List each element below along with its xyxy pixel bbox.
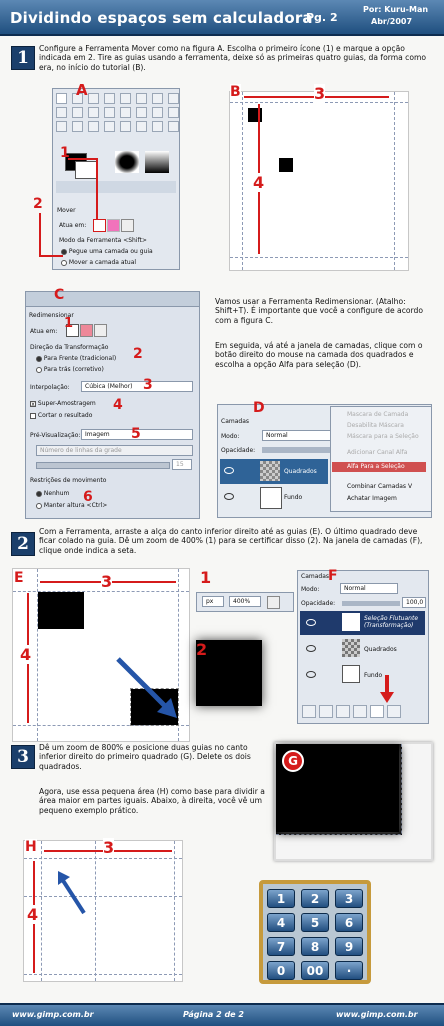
move-option-1-label: Pegue uma camada ou guia: [68, 248, 153, 255]
grid-slider[interactable]: [36, 462, 170, 469]
context-menu: [330, 406, 432, 512]
eye-icon[interactable]: [224, 493, 234, 500]
menu-item[interactable]: Mascara de Camada: [347, 411, 409, 418]
page-title: Dividindo espaços sem calculadora: [10, 9, 313, 27]
footer-banner: [0, 1003, 444, 1026]
anchor-layer-button[interactable]: [370, 705, 384, 718]
direction-backward[interactable]: [36, 366, 104, 373]
layers-f-mode-select[interactable]: Normal: [340, 583, 398, 594]
keypad-key[interactable]: 4: [267, 913, 295, 932]
layers-d-mode-label: Modo:: [221, 433, 240, 440]
step-number-3: 3: [11, 745, 35, 769]
figure-g-badge: G: [282, 750, 304, 772]
dodge-icon[interactable]: [88, 121, 99, 132]
keypad-key[interactable]: 00: [301, 961, 329, 980]
lower-layer-button[interactable]: [336, 705, 350, 718]
marker-2-fig-c: 2: [133, 346, 143, 362]
marker-2-fig-a: 2: [33, 196, 43, 212]
navigate-icon[interactable]: [267, 596, 280, 609]
color-select-icon[interactable]: [136, 93, 147, 104]
tool-icon-grid: [56, 93, 176, 132]
figure-e-canvas: [12, 568, 190, 742]
footer-page: Página 2 de 2: [183, 1010, 244, 1019]
fuzzy-select-icon[interactable]: [120, 93, 131, 104]
layers-d-opacity-label: Opacidade:: [221, 447, 256, 454]
resize-title: Redimensionar: [29, 312, 74, 319]
figure-h-canvas: [23, 840, 183, 982]
marker-5-fig-c: 5: [131, 426, 141, 442]
eye-icon[interactable]: [306, 645, 316, 652]
direction-backward-label: Para trás (corretivo): [43, 366, 104, 373]
guide-horizontal-bottom: [13, 725, 189, 726]
guide-horizontal-bottom: [230, 257, 408, 258]
marker-4-fig-c: 4: [113, 397, 123, 413]
header-banner: [0, 0, 444, 36]
layer-name-quadrados: Quadrados: [284, 468, 317, 475]
marker-1-zoom: 1: [200, 568, 212, 587]
scissors-icon[interactable]: [152, 93, 163, 104]
resize-affect-label: Atua em:: [30, 328, 58, 335]
keypad-key[interactable]: 1: [267, 889, 295, 908]
measure-icon[interactable]: [152, 121, 163, 132]
brush-preview: [115, 151, 139, 173]
guide-horizontal-middle: [24, 896, 182, 897]
step-3-extra-text: Agora, use essa pequena área (H) como base para dividir a área maior em partes iguais. Abaixo, à direita, você vê um pequeno exemplo prático.: [39, 787, 265, 815]
guide-vertical-middle: [95, 841, 96, 981]
layer-thumb-quadrados: [260, 461, 280, 481]
move-option-1[interactable]: [61, 248, 153, 255]
blur-icon[interactable]: [104, 121, 115, 132]
eye-icon[interactable]: [306, 671, 316, 678]
menu-item[interactable]: Adicionar Canal Alfa: [347, 449, 408, 456]
red-callout-line-2: [39, 213, 63, 257]
paths-icon[interactable]: [168, 93, 179, 104]
marker-4-fig-e: 4: [20, 645, 32, 664]
clip-label: Cortar o resultado: [37, 412, 93, 419]
blend-icon[interactable]: [72, 121, 83, 132]
move-option-2[interactable]: [61, 259, 136, 266]
unit-select[interactable]: px: [202, 596, 224, 607]
layer-name-floating: Seleção Flutuante (Transformação): [364, 615, 419, 629]
layer-thumb-fundo: [342, 665, 360, 683]
layer-thumb-floating: [342, 613, 360, 631]
marker-1-fig-a: 1: [60, 145, 70, 161]
blue-arrow-icon: [54, 869, 94, 919]
menu-item[interactable]: Máscara para a Seleção: [347, 433, 419, 440]
figure-d-layers: [217, 404, 432, 518]
resize-selection-button[interactable]: [80, 324, 93, 337]
menu-item[interactable]: Achatar Imagem: [347, 495, 397, 502]
marker-4-fig-h: 4: [27, 905, 39, 924]
marker-1-fig-c: 1: [64, 316, 74, 331]
keypad-key[interactable]: 9: [335, 937, 363, 956]
text-icon[interactable]: [168, 121, 179, 132]
footer-right-url[interactable]: www.gimp.com.br: [336, 1010, 418, 1019]
step-text-2: Com a Ferramenta, arraste a alça do canto inferior direito até as guias (E). O último quadrado deve ficar colado na guia. Dê um zoom de 400% (1) para se certificar disso (2). Na janela de camadas (F), clique onde indica a seta.: [39, 527, 423, 555]
marker-6-fig-c: 6: [83, 489, 93, 505]
zoom-select[interactable]: 400%: [229, 596, 261, 607]
interpolation-select[interactable]: Cúbica (Melhor): [81, 381, 193, 392]
figure-b-label: B: [230, 84, 241, 100]
layer-thumb-quadrados: [342, 639, 360, 657]
square-corner-white-bottom: [276, 835, 431, 859]
layer-name-fundo: Fundo: [364, 672, 383, 679]
zoom-icon[interactable]: [136, 121, 147, 132]
marker-2-zoom: 2: [196, 640, 208, 659]
layer-thumb-fundo: [260, 487, 282, 509]
free-select-icon[interactable]: [104, 93, 115, 104]
constraint-keep-height[interactable]: [36, 502, 107, 509]
figure-f-layers: [297, 570, 429, 724]
layers-f-title: Camadas: [301, 573, 329, 580]
figure-a-label: A: [76, 81, 88, 99]
direction-forward-label: Para Frente (tradicional): [43, 355, 117, 362]
menu-item[interactable]: Combinar Camadas V: [347, 483, 413, 490]
marker-3-fig-h: 3: [103, 838, 115, 857]
resize-intro-text: Vamos usar a Ferramenta Redimensionar. (Atalho: Shift+T). É importante que você a configure de acordo com a figura C.: [215, 297, 423, 325]
step-number-2: 2: [11, 532, 35, 556]
layers-d-title: Camadas: [221, 418, 249, 425]
keypad-key[interactable]: 5: [301, 913, 329, 932]
eye-icon[interactable]: [306, 619, 316, 626]
clip-checkbox[interactable]: [30, 412, 92, 419]
figure-c-label: C: [54, 287, 65, 303]
pattern-preview: [145, 151, 169, 173]
ellipse-select-icon[interactable]: [88, 93, 99, 104]
path-mode-button[interactable]: [121, 219, 134, 232]
zoom-bar: [196, 592, 294, 612]
figure-e-label: E: [14, 570, 24, 586]
layer-name-fundo: Fundo: [284, 494, 303, 501]
ink-icon[interactable]: [120, 107, 131, 118]
move-affect-label: Atua em:: [59, 222, 87, 229]
supersample-label: Super-Amostragem: [37, 400, 96, 407]
constraint-none-label: Nenhum: [43, 490, 70, 497]
menu-item[interactable]: Desabilita Máscara: [347, 422, 404, 429]
figure-h-label: H: [25, 839, 37, 855]
layer-row-quadrados[interactable]: [300, 637, 425, 661]
guide-vertical-left: [41, 841, 42, 981]
eye-icon[interactable]: [224, 467, 234, 474]
footer-left-url[interactable]: www.gimp.com.br: [12, 1010, 94, 1019]
author: Por: Kuru-Man: [363, 5, 429, 14]
menu-item-alpha-to-selection[interactable]: Alfa Para a Seleção: [332, 462, 426, 472]
brush-icon[interactable]: [72, 107, 83, 118]
red-callout-line-1: [68, 158, 98, 220]
step-text-3: Dê um zoom de 800% e posicione duas guias no canto inferior direito do primeiro quadrado (G). Delete os dois quadrados.: [39, 743, 251, 771]
supersample-checkbox[interactable]: x Super-Amostragem: [31, 400, 96, 408]
move-option-2-label: Mover a camada atual: [68, 259, 137, 266]
page-number: Pg. 2: [306, 11, 338, 24]
raise-layer-button[interactable]: [319, 705, 333, 718]
square-1: [38, 592, 84, 629]
square-2: [279, 158, 293, 172]
interpolation-label: Interpolação:: [30, 384, 70, 391]
guide-horizontal-bottom: [24, 974, 182, 975]
eraser-icon[interactable]: [88, 107, 99, 118]
picker-icon[interactable]: [120, 121, 131, 132]
move-mode-label: Modo da Ferramenta <Shift>: [59, 237, 147, 244]
layer-row-fundo[interactable]: [300, 663, 425, 687]
marker-3-fig-e: 3: [101, 572, 113, 591]
resize-path-button[interactable]: [94, 324, 107, 337]
marker-3-fig-b: 3: [314, 84, 326, 103]
duplicate-layer-button[interactable]: [353, 705, 367, 718]
keypad-key[interactable]: 7: [267, 937, 295, 956]
date: Abr/2007: [371, 17, 413, 26]
layer-row-floating[interactable]: [300, 611, 425, 635]
figure-f-label: F: [328, 568, 338, 584]
airbrush-icon[interactable]: [104, 107, 115, 118]
layer-mode-button[interactable]: [93, 219, 106, 232]
preview-label: Pré-Visualização:: [30, 432, 81, 439]
keypad-key[interactable]: 2: [301, 889, 329, 908]
guide-vertical-right: [394, 92, 395, 270]
figure-d-label: D: [253, 400, 265, 416]
pencil-icon[interactable]: [56, 107, 67, 118]
keypad-example: [259, 880, 371, 984]
keypad-key[interactable]: ·: [335, 961, 363, 980]
smudge-icon[interactable]: [168, 107, 179, 118]
keypad-key[interactable]: 0: [267, 961, 295, 980]
preview-select[interactable]: Imagem: [81, 429, 193, 440]
constraint-keep-height-label: Manter altura <Ctrl>: [43, 502, 108, 509]
step-text-1: Configure a Ferramenta Mover como na figura A. Escolha o primeiro ícone (1) e marque a opção indicada em 2. Tire as guias usando a ferramenta, deixe só as primeiras quatro guias, da forma como era, no início do tutorial (B).: [39, 44, 427, 72]
drag-arrow-icon: [113, 654, 183, 724]
layers-buttons-row: [302, 705, 424, 719]
grid-value[interactable]: 15: [172, 459, 192, 470]
keypad-key[interactable]: 6: [335, 913, 363, 932]
options-tab-strip: [26, 292, 199, 307]
direction-label: Direção da Transformação: [30, 344, 109, 351]
selection-mode-button[interactable]: [107, 219, 120, 232]
layers-f-opacity-label: Opacidade:: [301, 600, 336, 607]
keypad-key[interactable]: 3: [335, 889, 363, 908]
grid-lines-select[interactable]: Número de linhas da grade: [36, 445, 193, 456]
constraints-label: Restrições de movimento: [30, 477, 107, 484]
new-layer-button[interactable]: [302, 705, 316, 718]
layer-row-quadrados[interactable]: [220, 459, 328, 484]
layers-f-opacity-value[interactable]: 100,0: [402, 597, 426, 608]
marker-3-fig-c: 3: [143, 377, 153, 393]
step-number-1: 1: [11, 46, 35, 70]
guide-horizontal-top: [24, 858, 182, 859]
layers-f-mode-label: Modo:: [301, 586, 320, 593]
delete-layer-button[interactable]: [387, 705, 401, 718]
layer-row-fundo[interactable]: [220, 485, 328, 510]
layers-intro-text: Em seguida, vá até a janela de camadas, clique com o botão direito do mouse na camada dos quadrados e escolha a opção Alfa para seleção (D).: [215, 341, 423, 369]
heal-icon[interactable]: [152, 107, 163, 118]
keypad-key[interactable]: 8: [301, 937, 329, 956]
guide-vertical-left: [242, 92, 243, 270]
clone-icon[interactable]: [136, 107, 147, 118]
layers-f-opacity-slider[interactable]: [342, 601, 400, 606]
layer-name-quadrados: Quadrados: [364, 646, 397, 653]
red-down-arrow-icon: [380, 675, 394, 703]
bucket-icon[interactable]: [56, 121, 67, 132]
layers-d-mode-select[interactable]: Normal: [262, 430, 342, 441]
constraint-none[interactable]: [36, 490, 69, 497]
move-options-title: Mover: [57, 207, 76, 214]
move-tool-icon[interactable]: [56, 93, 67, 104]
guide-vertical-right: [174, 841, 175, 981]
marker-4-fig-b: 4: [253, 173, 265, 192]
direction-forward[interactable]: [36, 355, 116, 362]
